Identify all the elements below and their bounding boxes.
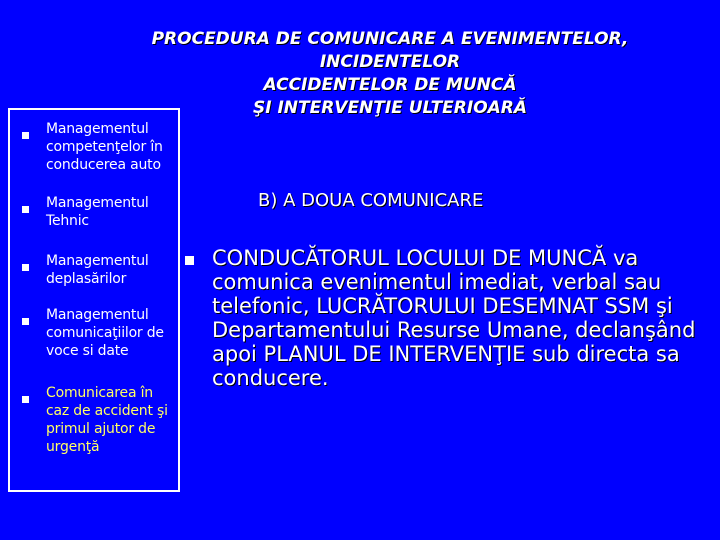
title-line-2: INCIDENTELOR [319, 52, 461, 72]
square-bullet-icon [22, 318, 29, 325]
sidebar-item-tehnic[interactable] [22, 194, 177, 230]
sidebar-item-deplasari[interactable] [22, 252, 177, 288]
main-bullet-text: CONDUCĂTORUL LOCULUI DE MUNCĂ va comunica evenimentul imediat, verbal sau telefonic, LUCRĂTORULUI DESEMNAT SSM şi Departamentului Resurse Umane, declanşând apoi PLANUL DE INTERVENŢIE sub directa sa conducere. [212, 246, 696, 390]
main-bullet-item [185, 246, 705, 390]
title-line-3: ACCIDENTELOR DE MUNCĂ [263, 75, 517, 95]
square-bullet-icon [22, 206, 29, 213]
title-line-4: ŞI INTERVENŢIE ULTERIOARĂ [252, 98, 528, 118]
sidebar-item-label: Comunicarea în caz de accident şi primul ajutor de urgenţă [46, 385, 168, 455]
sidebar-item-label: Managementul competenţelor în conducerea auto [46, 121, 163, 173]
square-bullet-icon [22, 132, 29, 139]
sidebar-item-label: Managementul Tehnic [46, 195, 149, 229]
sidebar-menu [8, 108, 180, 492]
sidebar-item-comunicatii[interactable] [22, 306, 177, 360]
square-bullet-icon [22, 396, 29, 403]
slide-title [100, 28, 680, 120]
square-bullet-icon [22, 264, 29, 271]
square-bullet-icon [185, 256, 194, 265]
sidebar-item-accident[interactable] [22, 384, 177, 456]
sidebar-item-label: Managementul deplasărilor [46, 253, 149, 287]
title-line-1: PROCEDURA DE COMUNICARE A EVENIMENTELOR, [151, 29, 629, 49]
sidebar-item-competente[interactable] [22, 120, 177, 174]
sidebar-item-label: Managementul comunicaţiilor de voce si date [46, 307, 164, 359]
section-subtitle: B) A DOUA COMUNICARE [258, 190, 484, 211]
